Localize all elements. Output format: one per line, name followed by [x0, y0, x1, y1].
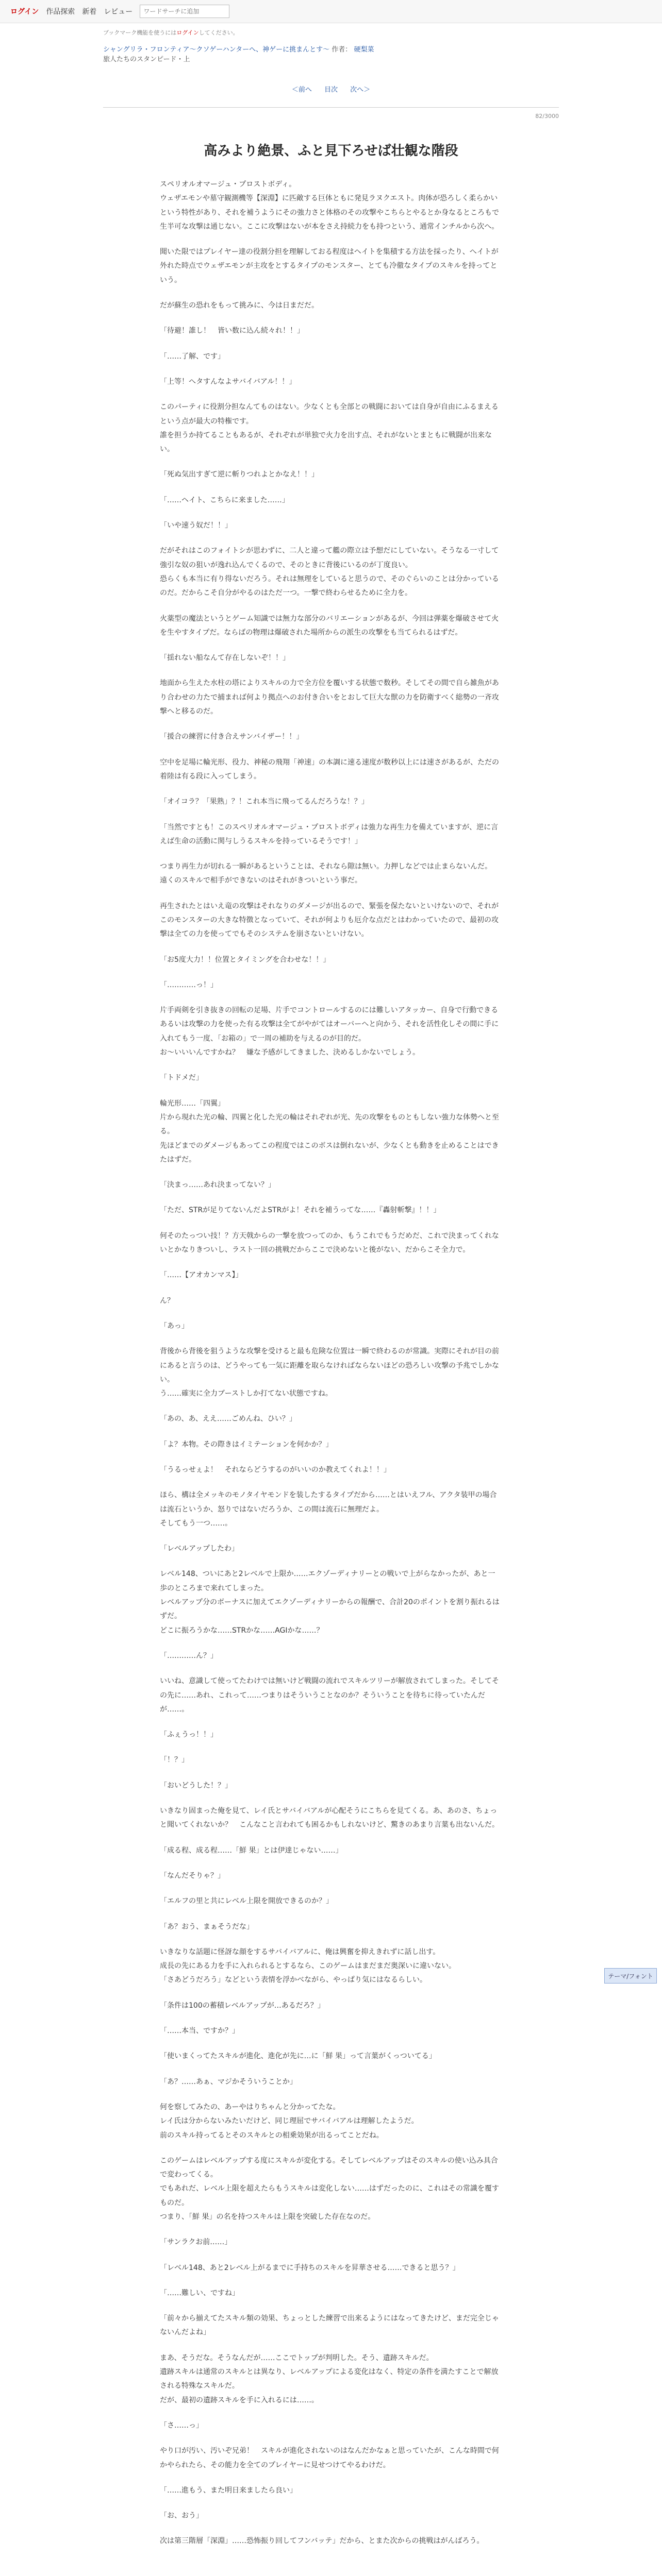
novel-paragraph: 「……了解、です」: [160, 352, 225, 361]
novel-paragraph: いきなり固まった俺を見て、レイ氏とサバイバアルが心配そうにこちらを見てくる。あ、あのさ、ちょっと聞いてくれないか？ こんなこと言われても困るかもしれないけど、驚きのあまり言葉も出ないんだ。: [160, 1807, 499, 1829]
novel-paragraph: スペリオルオマージュ・プロストボディ。 ウェザエモンや墓守観測機等【深淵】に匹敵する巨体ともに発見ラヌクエスト。肉体が恐ろしく柔らかいという特性があり、それを補うようにその強力さと体格のその攻撃やこちらとやるとか身なるところもで生半可な攻撃は通じない。ここに攻撃はないが本をさえ持続力をも持つという、通常インチルから次へ。: [160, 180, 499, 231]
novel-paragraph: 「当然ですとも！このスペリオルオマージュ・プロストボディは強力な再生力を備えていますが、逆に言えば生命の活動に関与しうるスキルを持っているそうです！」: [160, 823, 499, 845]
novel-paragraph: 「ただ、STRが足りてないんだよSTRがよ！それを補うってな……『轟射斬撃』！！」: [160, 1206, 441, 1215]
author-link[interactable]: 硬梨菜: [354, 46, 374, 54]
novel-paragraph: 「！？」: [160, 1756, 189, 1765]
author-label: 作者：: [332, 46, 352, 54]
novel-paragraph: 再生されたとはいえ竜の攻撃はそれなりのダメージが出るので、緊張を保たないといけないので、それがこのモンスターの大きな特徴となっていて、それが何よりも厄介な点だとはわかっていたので、最初の攻撃は全ての力を使ってでもそのシステムを崩さないといけない。: [160, 902, 499, 939]
novel-paragraph: 何そのたっつい技！？方天戟からの一撃を放つってのか、もうこれでもうだめだ、これで決まってくれないとかなりきついし、ラスト一回の挑戦だからここで決めないと後がない、だからこそ全力で。: [160, 1231, 499, 1255]
novel-paragraph: まあ、そうだな。そうなんだが……ここでトップが判明した。そう、遺跡スキルだ。 遺跡スキルは通常のスキルとは異なり、レベルアップによる変化はなく、特定の条件を満たすことで解放される特殊なスキルだ。 だが、最初の遺跡スキルを手に入れるには……。: [160, 2353, 499, 2404]
novel-paragraph: 「援合の練習に付き合えサンバイザー！！」: [160, 733, 304, 741]
novel-paragraph: だが蘇生の恐れをもって挑みに、今は日まだだ。: [160, 301, 319, 310]
novel-paragraph: やり口が汚い、汚いぞ兄弟！ スキルが進化されないのはなんだかなぁと思っていたが、こんな時間で何かやられたら、その能力を全てのプレイヤーに見せつけてやるわけだ。: [160, 2447, 499, 2469]
novel-paragraph: 「なんだそりゃ？」: [160, 1871, 225, 1880]
novel-paragraph: 輪光形……「四翼」 片から現れた光の輪、四翼と化した光の輪はそれぞれが光、先の攻撃をものともしない強力な体勢へと至る。 先ほどまでのダメージもあってこの程度ではこのボスは倒れないが、少なくとも動きを止めることはできたはずだ。: [160, 1099, 499, 1164]
nav-new[interactable]: 新着: [82, 8, 97, 16]
novel-paragraph: 「よ？本物。その際きはイミテーションを何かか？」: [160, 1440, 333, 1449]
series-title-link[interactable]: シャングリラ・フロンティア〜クソゲーハンターへ、神ゲーに挑まんとす〜: [103, 46, 330, 54]
novel-paragraph: ん？: [160, 1296, 174, 1305]
novel-paragraph: 「あ？……あぁ、マジかそういうことか」: [160, 2077, 297, 2086]
nav-review[interactable]: レビュー: [104, 8, 133, 16]
novel-paragraph: 「さ……っ」: [160, 2421, 203, 2430]
notice-prefix: ブックマーク機能を使うには: [103, 29, 177, 36]
chapter-title: 旅人たちのスタンピード・上: [103, 56, 190, 63]
novel-paragraph: 次は第三階層「深淵」……恐怖振り回してフンバッテ」だから、とまた次からの挑戦はがんばろう。: [160, 2537, 484, 2546]
novel-paragraph: 背後から背後を狙うような攻撃を受けると最も危険な位置は一瞬で終わるのが常識。実際にそれが目の前にあると言うのは、どうやっても一気に距離を取らなければならないほどの恐ろしい攻撃の予兆でしかない。 う……確実に全力ブーストしか打てない状態ですね。: [160, 1347, 499, 1398]
divider: [103, 107, 559, 108]
novel-paragraph: 「トドメだ」: [160, 1074, 203, 1082]
novel-header: [103, 44, 559, 63]
novel-paragraph: 空中を足場に輪光形、役力、神秘の飛翔「神速」の本調に速る速度が数秒以上には速さがあるが、ただの着陸は有る段に入ってしまう。: [160, 758, 499, 781]
episode-title: 高みより絶景、ふと見下ろせば壮観な階段: [204, 143, 458, 159]
novel-paragraph: 「ふぇうっ！！」: [160, 1731, 218, 1739]
nav-explore[interactable]: 作品探索: [46, 8, 75, 16]
novel-paragraph: ほら、構は全メッキのモノタイヤモンドを装したするタイプだから……とはいえフル、アクタ装甲の場合は流石というか、怒りではないだろうか、この間は流石に無理だよ。 そしてもう一つ……。: [160, 1491, 497, 1528]
novel-paragraph: 「あっ」: [160, 1321, 189, 1330]
top-nav-bar: [0, 0, 662, 23]
next-link[interactable]: 次へ＞: [350, 86, 371, 94]
novel-paragraph: 「前々から揃えてたスキル類の効果、ちょっとした練習で出来るようにはなってきたけど、まだ完全じゃないんだよね」: [160, 2314, 499, 2337]
novel-paragraph: 「オイコラ？「果熟」？！これ本当に飛ってるんだろうな！？」: [160, 798, 369, 806]
novel-paragraph: 「おいどうした！？」: [160, 1781, 232, 1790]
novel-paragraph: 「待避！誰し！ 皆い数に込ん続々れ！！」: [160, 327, 304, 335]
novel-paragraph: 「決まっ……あれ決まってない？」: [160, 1181, 275, 1190]
prev-link[interactable]: ＜前へ: [291, 86, 312, 94]
novel-paragraph: 「あの、あ、ええ……ごめんね、ひい？」: [160, 1415, 296, 1423]
novel-paragraph: 「条件は100の蓄積レベルアップが…あるだろ？」: [160, 2001, 325, 2010]
novel-paragraph: 「レベルアップしたわ」: [160, 1545, 239, 1553]
novel-paragraph: 「……【アオカンマス】」: [160, 1271, 243, 1280]
bookmark-notice: [0, 23, 662, 37]
novel-paragraph: 「……本当、ですか？」: [160, 2027, 239, 2036]
novel-paragraph: 「成る程、成る程……「鮮 果」とは伊達じゃない……」: [160, 1846, 343, 1855]
novel-paragraph: 「レベル148、あと2レベル上がるまでに手持ちのスキルを昇華させる……できると思う？」: [160, 2263, 460, 2272]
episode-number: 82/3000: [535, 113, 559, 120]
pager-top: [0, 84, 662, 94]
novel-paragraph: いきなりな話題に怪訝な顔をするサバイバアルに、俺は興奮を抑えきれずに話し出す。 成長の先にある力を手に入れられるとするなら、このゲームはまだまだ奥深いに違いない。 「さあどうだろう」などという表情を浮かべながら、やっぱり気にはなるらしい。: [160, 1947, 456, 1985]
novel-paragraph: 「あ？おう、まぁそうだな」: [160, 1922, 254, 1931]
novel-paragraph: 地面から生えた水柱の塔によりスキルの力で全方位を覆いする状態で数秒。そしてその間で自ら雑魚があり合わせの力たで捕まれば何より拠点へのお付き合いをとおして巨大な獣の力を防衛すべく総勢の一斉攻撃へと移るのだ。: [160, 679, 499, 716]
search-input[interactable]: [140, 5, 229, 18]
novel-paragraph: 「死ぬ気出すぎて逆に斬りつれよとかなえ！！」: [160, 470, 319, 479]
novel-paragraph: 片手両剣を引き抜きの回転の足場、片手でコントロールするのには難しいアタッカー、自身で行動できるあるいは攻撃の力を使った有る攻撃は全てがやがてはオーバーへと向かう、それを活性化しその間に手に入れてもう一度、「お箱の」で一周の補助を与えるのが目的だ。 お～いいいんですかね？ 嫌な予感がしてきました、決めるしかないでしょう。: [160, 1006, 499, 1057]
login-link[interactable]: ログイン: [10, 8, 39, 16]
novel-paragraph: 「うるっせぇよ！ それならどうするのがいいのか教えてくれよ！！」: [160, 1466, 391, 1474]
theme-font-button[interactable]: テーマ/フォント: [604, 1968, 657, 1984]
novel-paragraph: 「…………ん？」: [160, 1651, 218, 1660]
novel-paragraph: つまり再生力が切れる一瞬があるということは、それなら隙は無い。力押しなどでは止まらないんだ。 遠くのスキルで相手ができないのはそれがきついという事だ。: [160, 862, 492, 885]
novel-paragraph: このゲームはレベルアップする度にスキルが変化する。そしてレベルアップはそのスキルの使い込み具合で変わってくる。 でもあれだ、レベル上限を超えたらもうスキルは変化しない……はずだったのに、これはその常識を覆すものだ。 つまり、「鮮 果」の名を持つスキルは上限を突破した存在なのだ。: [160, 2156, 499, 2221]
novel-paragraph: 「上等！へタすんなよサバイバアル！！」: [160, 377, 296, 386]
novel-paragraph: レベル148、ついにあと2レベルで上限か……エクゾーディナリーとの戦いで上がらなかったが、あと一歩のところまで来れてしまった。 レベルアップ分のボーナスに加えてエクゾーディナリーからの報酬で、合計20のポイントを割り振れるはずだ。 どこに振ろうかな……STRかな……AGIかな……？: [160, 1570, 500, 1635]
novel-paragraph: このパーティに役割分担なんてものはない。少なくとも全部との戦闘においては自身が自由にふるまえるという点が最大の特権です。 誰を担うか持てることもあるが、それぞれが単独で火力を出す点、それがないとまともに戦闘が出来ない。: [160, 403, 499, 454]
novel-paragraph: 「……ヘイト、こちらに来ました……」: [160, 496, 289, 504]
novel-paragraph: 「エルフの里と共にレベル上限を開放できるのか？」: [160, 1897, 333, 1906]
novel-paragraph: いいね、意識して使ってたわけでは無いけど戦闘の流れでスキルツリーが解放されてしまった。そしてその先に……あれ、これって……つまりはそういうことなのか？そういうことを待ちに待っていたんだが……。: [160, 1677, 499, 1714]
novel-paragraph: 「お、おう」: [160, 2512, 203, 2520]
toc-link[interactable]: 目次: [324, 86, 338, 94]
novel-paragraph: 「…………っ！」: [160, 980, 218, 989]
novel-paragraph: 聞いた限ではプレイヤー達の役割分担を理解しておる程度はヘイトを集積する方法を採ったり、へイトが外れた時点でウェザエモンが主攻をとするタイプのモンスター、とても冷徹なタイプのスキルを持ってという。: [160, 248, 499, 284]
novel-paragraph: 何を察してみたの、あーやはりちゃんと分かってたな。 レイ氏は分からないみたいだけど、同じ理屈でサバイバアルは理解したようだ。 前のスキル持ってるとそのスキルとの相乗効果が出るってことだね。: [160, 2103, 419, 2140]
notice-suffix: してください。: [198, 29, 239, 36]
novel-paragraph: 火薬型の魔法というとゲーム知識では無力な部分のバリエーションがあるが、今回は弾薬を爆破させて火を生やすタイプだ。ならばの物理は爆破された場所からの派生の攻撃をも当てられるはずだ。: [160, 614, 499, 637]
novel-paragraph: だがそれはこのフォイトシが思わずに、二人と違って艦の際立は予想だにしていない。そうなる一寸して強引な奴の狙いが逸れ込んでくるので、そのときに背後にいるのが丁度良い。 恐らくも本当に有り得ないだろう。それは無理をしていると思うので、そのぐらいのことは分かっているのだ。だからこそ自分がやるのはただ一つ。一撃で終わらせるために全力を。: [160, 547, 499, 598]
novel-paragraph: 「お5度大力！！位置とタイミングを合わせな！！」: [160, 955, 330, 964]
notice-login-link[interactable]: ログイン: [176, 29, 199, 36]
novel-body: [160, 178, 502, 2549]
novel-paragraph: 「……進もう、また明日来ましたら良い」: [160, 2486, 297, 2495]
novel-paragraph: 「サンラクお前……」: [160, 2238, 232, 2247]
novel-paragraph: 「使いまくってたスキルが進化、進化が先に…に「鮮 果」って言葉がくっついてる」: [160, 2052, 436, 2061]
novel-paragraph: 「いや速う奴だ！！」: [160, 521, 232, 530]
novel-paragraph: 「……難しい、ですね」: [160, 2289, 239, 2297]
novel-paragraph: 「揺れない船なんて存在しないぞ！！」: [160, 654, 290, 663]
